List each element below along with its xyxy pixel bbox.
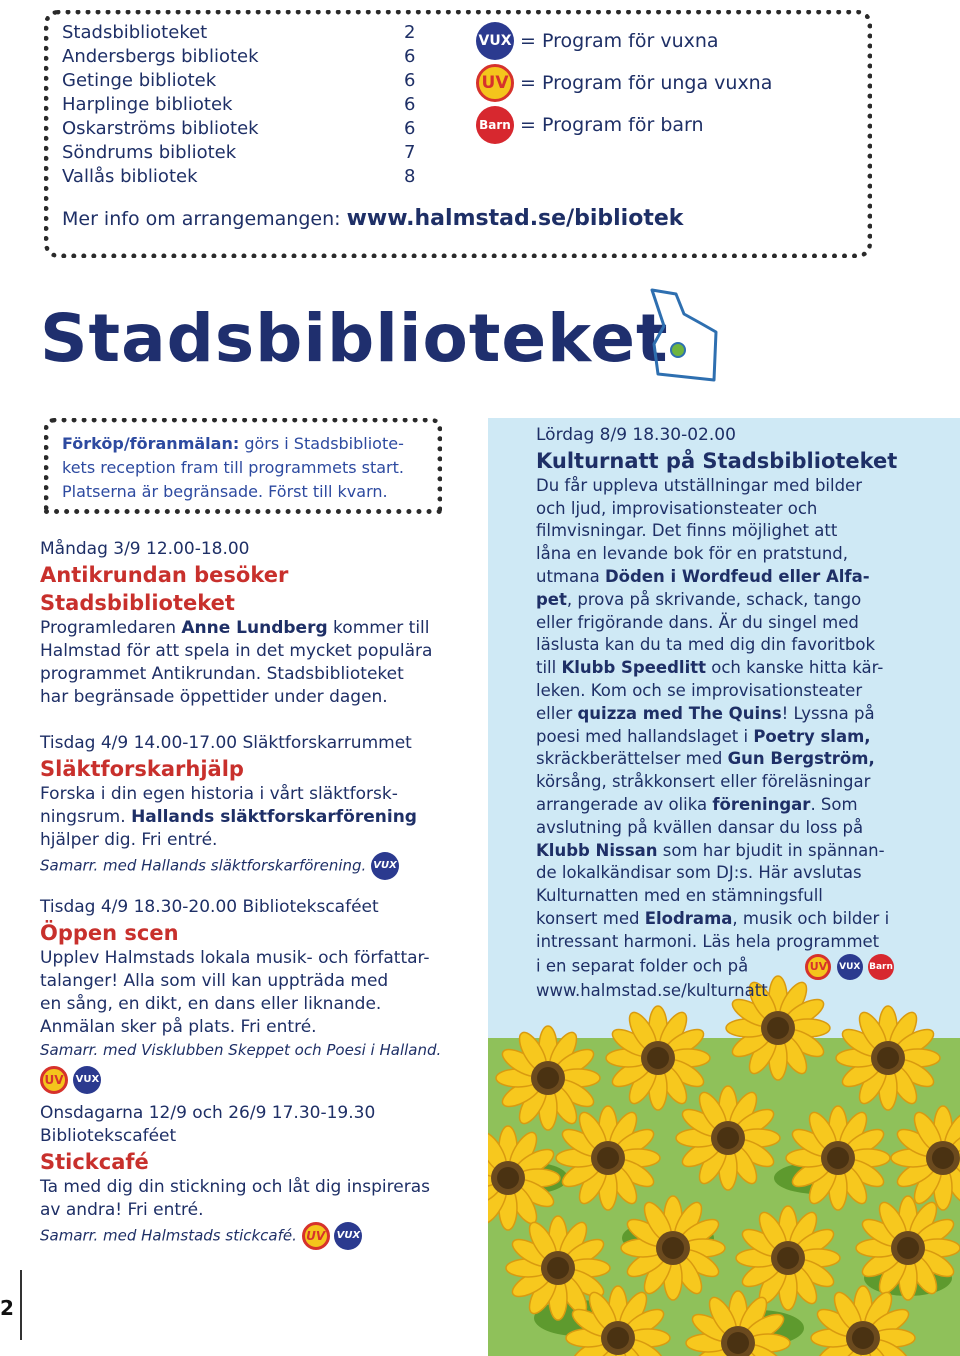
desc-text: och ljud, improvisationsteater och — [536, 498, 818, 518]
desc-bold: Klubb Speedlitt — [561, 658, 706, 678]
index-page-number: 6 — [404, 118, 416, 139]
event-title: Stadsbiblioteket — [40, 591, 235, 615]
event-description — [40, 947, 470, 1039]
event-organizer: Samarr. med Visklubben Skeppet och Poesi i Halland. — [40, 1041, 442, 1059]
desc-text: kommer till — [327, 618, 430, 638]
desc-text: poesi med hallandslaget i — [536, 726, 754, 746]
index-library-name: Andersbergs bibliotek — [62, 46, 259, 67]
index-page-number: 6 — [404, 70, 416, 91]
kulturnatt-link[interactable]: www.halmstad.se/kulturnatt — [536, 980, 768, 1000]
organizer-text: Samarr. med Halmstads stickcafé. — [40, 1226, 297, 1245]
desc-text: Halmstad för att spela in det mycket populära — [40, 641, 433, 661]
presale-note — [62, 432, 440, 504]
organizer-text: Samarr. med Hallands släktforskarförening. — [40, 856, 367, 875]
desc-bold: Anne Lundberg — [181, 618, 328, 638]
index-row[interactable] — [62, 22, 422, 46]
desc-bold: quizza med The Quins — [577, 703, 782, 723]
desc-text: talanger! Alla som vill kan uppträda med — [40, 971, 389, 991]
index-page-number: 7 — [404, 142, 416, 163]
desc-text: Ta med dig din stickning och låt dig inspireras — [40, 1177, 430, 1197]
note-label: Förköp/föranmälan: — [62, 434, 240, 453]
desc-text: hjälper dig. Fri entré. — [40, 830, 218, 850]
kulturnatt-text — [536, 424, 956, 1002]
event-description — [536, 475, 956, 1003]
desc-bold: Gun Bergström, — [727, 749, 875, 769]
more-info — [62, 206, 683, 231]
event-date: Lördag 8/9 18.30-02.00 — [536, 425, 736, 445]
page-number: 2 — [0, 1296, 14, 1320]
legend-text: = Program för unga vuxna — [520, 72, 773, 94]
desc-text: utmana — [536, 566, 605, 586]
event-description — [40, 617, 470, 709]
desc-text: arrangerade av olika — [536, 794, 713, 814]
index-library-name: Stadsbiblioteket — [62, 22, 208, 43]
event-antikrundan — [40, 538, 470, 709]
legend-row-uv — [476, 64, 772, 104]
index-row[interactable] — [62, 142, 422, 166]
vux-badge-icon: VUX — [334, 1222, 362, 1250]
index-page-number: 2 — [404, 22, 416, 43]
desc-text: i en separat folder och på — [536, 956, 749, 976]
legend-row-barn — [476, 106, 704, 146]
index-page-number: 6 — [404, 94, 416, 115]
index-library-name: Söndrums bibliotek — [62, 142, 237, 163]
desc-bold: pet — [536, 589, 567, 609]
uv-badge-icon: UV — [302, 1222, 330, 1250]
event-date: Måndag 3/9 12.00-18.00 — [40, 539, 250, 559]
desc-text: en sång, en dikt, en dans eller liknande. — [40, 994, 382, 1014]
event-date: Tisdag 4/9 14.00-17.00 Släktforskarrummet — [40, 733, 412, 753]
page-title: Stadsbiblioteket — [40, 300, 669, 377]
vux-badge-icon: VUX — [371, 852, 399, 880]
event-title: Stickcafé — [40, 1150, 149, 1174]
note-text: görs i Stadsbibliote- — [239, 434, 404, 453]
barn-badge-icon: Barn — [868, 954, 894, 980]
desc-text: ! Lyssna på — [781, 703, 875, 723]
desc-text: Kulturnatten med en stämningsfull — [536, 886, 823, 906]
uv-badge-icon: UV — [476, 64, 514, 102]
desc-text: Programledaren — [40, 618, 182, 638]
desc-text: leken. Kom och se improvisationsteater — [536, 680, 863, 700]
event-organizer — [40, 852, 470, 880]
uv-badge-icon: UV — [40, 1066, 68, 1094]
vux-badge-icon: VUX — [837, 954, 863, 980]
desc-text: ningsrum. — [40, 807, 132, 827]
event-organizer — [40, 1222, 470, 1250]
event-slaktforskarhjalp — [40, 732, 470, 880]
index-row[interactable] — [62, 46, 422, 70]
desc-bold: Hallands släktforskarförening — [131, 807, 417, 827]
desc-bold: Döden i Wordfeud eller Alfa- — [604, 566, 870, 586]
event-title: Öppen scen — [40, 921, 179, 945]
event-title: Släktforskarhjälp — [40, 757, 244, 781]
index-page-number: 6 — [404, 46, 416, 67]
desc-text: Du får uppleva utställningar med bilder — [536, 475, 862, 495]
more-info-label: Mer info om arrangemangen: — [62, 208, 341, 230]
desc-bold: Poetry slam, — [753, 726, 871, 746]
event-date: Tisdag 4/9 18.30-20.00 Bibliotekscaféet — [40, 897, 379, 917]
index-library-name: Harplinge bibliotek — [62, 94, 233, 115]
desc-text: skräckberättelser med — [536, 749, 728, 769]
legend-text: = Program för vuxna — [520, 30, 719, 52]
desc-text: . Som — [810, 794, 858, 814]
desc-text: intressant harmoni. Läs hela programmet — [536, 931, 880, 951]
desc-text: till — [536, 658, 562, 678]
event-date: Onsdagarna 12/9 och 26/9 17.30-19.30 — [40, 1103, 376, 1123]
desc-text: filmvisningar. Det finns möjlighet att — [536, 521, 838, 541]
more-info-link[interactable]: www.halmstad.se/bibliotek — [346, 206, 684, 231]
event-stickcafe — [40, 1102, 470, 1250]
halmstad-logo-icon — [632, 284, 722, 384]
index-row[interactable] — [62, 166, 422, 190]
event-oppen-scen — [40, 896, 470, 1094]
desc-text: programmet Antikrundan. Stadsbiblioteket — [40, 664, 404, 684]
desc-text: låna en levande bok för en pratstund, — [536, 544, 848, 564]
event-title: Kulturnatt på Stadsbiblioteket — [536, 448, 898, 473]
vux-badge-icon: VUX — [73, 1066, 101, 1094]
desc-bold: Klubb Nissan — [536, 840, 658, 860]
legend-text: = Program för barn — [520, 114, 704, 136]
note-text: Platserna är begränsade. Först till kvarn. — [62, 482, 388, 501]
event-description — [40, 783, 470, 852]
index-library-name: Oskarströms bibliotek — [62, 118, 259, 139]
event-badges — [805, 956, 894, 975]
barn-badge-icon: Barn — [476, 106, 514, 144]
desc-text: eller — [536, 703, 578, 723]
index-row[interactable] — [62, 118, 422, 142]
event-description — [40, 1176, 470, 1222]
desc-text: konsert med — [536, 908, 645, 928]
legend-row-vux — [476, 22, 719, 62]
desc-text: läslusta kan du ta med dig din favoritbok — [536, 635, 876, 655]
desc-text: körsång, stråkkonsert eller föreläsningar — [536, 772, 871, 792]
index-library-name: Getinge bibliotek — [62, 70, 217, 91]
note-text: kets reception fram till programmets start. — [62, 458, 404, 477]
event-location: Bibliotekscaféet — [40, 1126, 177, 1146]
desc-text: har begränsade öppettider under dagen. — [40, 687, 388, 707]
desc-text: Forska i din egen historia i vårt släktforsk- — [40, 784, 398, 804]
event-badges — [40, 1066, 470, 1094]
desc-text: , prova på skrivande, schack, tango — [566, 589, 862, 609]
desc-text: , musik och bilder i — [732, 908, 890, 928]
desc-text: de lokalkändisar som DJ:s. Här avslutas — [536, 863, 862, 883]
desc-bold: föreningar — [712, 794, 811, 814]
index-row[interactable] — [62, 94, 422, 118]
uv-badge-icon: UV — [805, 954, 831, 980]
vux-badge-icon: VUX — [476, 22, 514, 60]
index-library-name: Vallås bibliotek — [62, 166, 198, 187]
desc-text: avslutning på kvällen dansar du loss på — [536, 817, 864, 837]
event-title: Antikrundan besöker — [40, 563, 289, 587]
desc-text: Anmälan sker på plats. Fri entré. — [40, 1017, 317, 1037]
desc-text: Upplev Halmstads lokala musik- och författar- — [40, 948, 430, 968]
desc-text: eller frigörande dans. Är du singel med — [536, 612, 859, 632]
index-row[interactable] — [62, 70, 422, 94]
desc-bold: Elodrama — [644, 908, 733, 928]
desc-text: och kanske hitta kär- — [706, 658, 884, 678]
index-page-number: 8 — [404, 166, 416, 187]
desc-text: av andra! Fri entré. — [40, 1200, 204, 1220]
desc-text: som har bjudit in spännan- — [657, 840, 885, 860]
